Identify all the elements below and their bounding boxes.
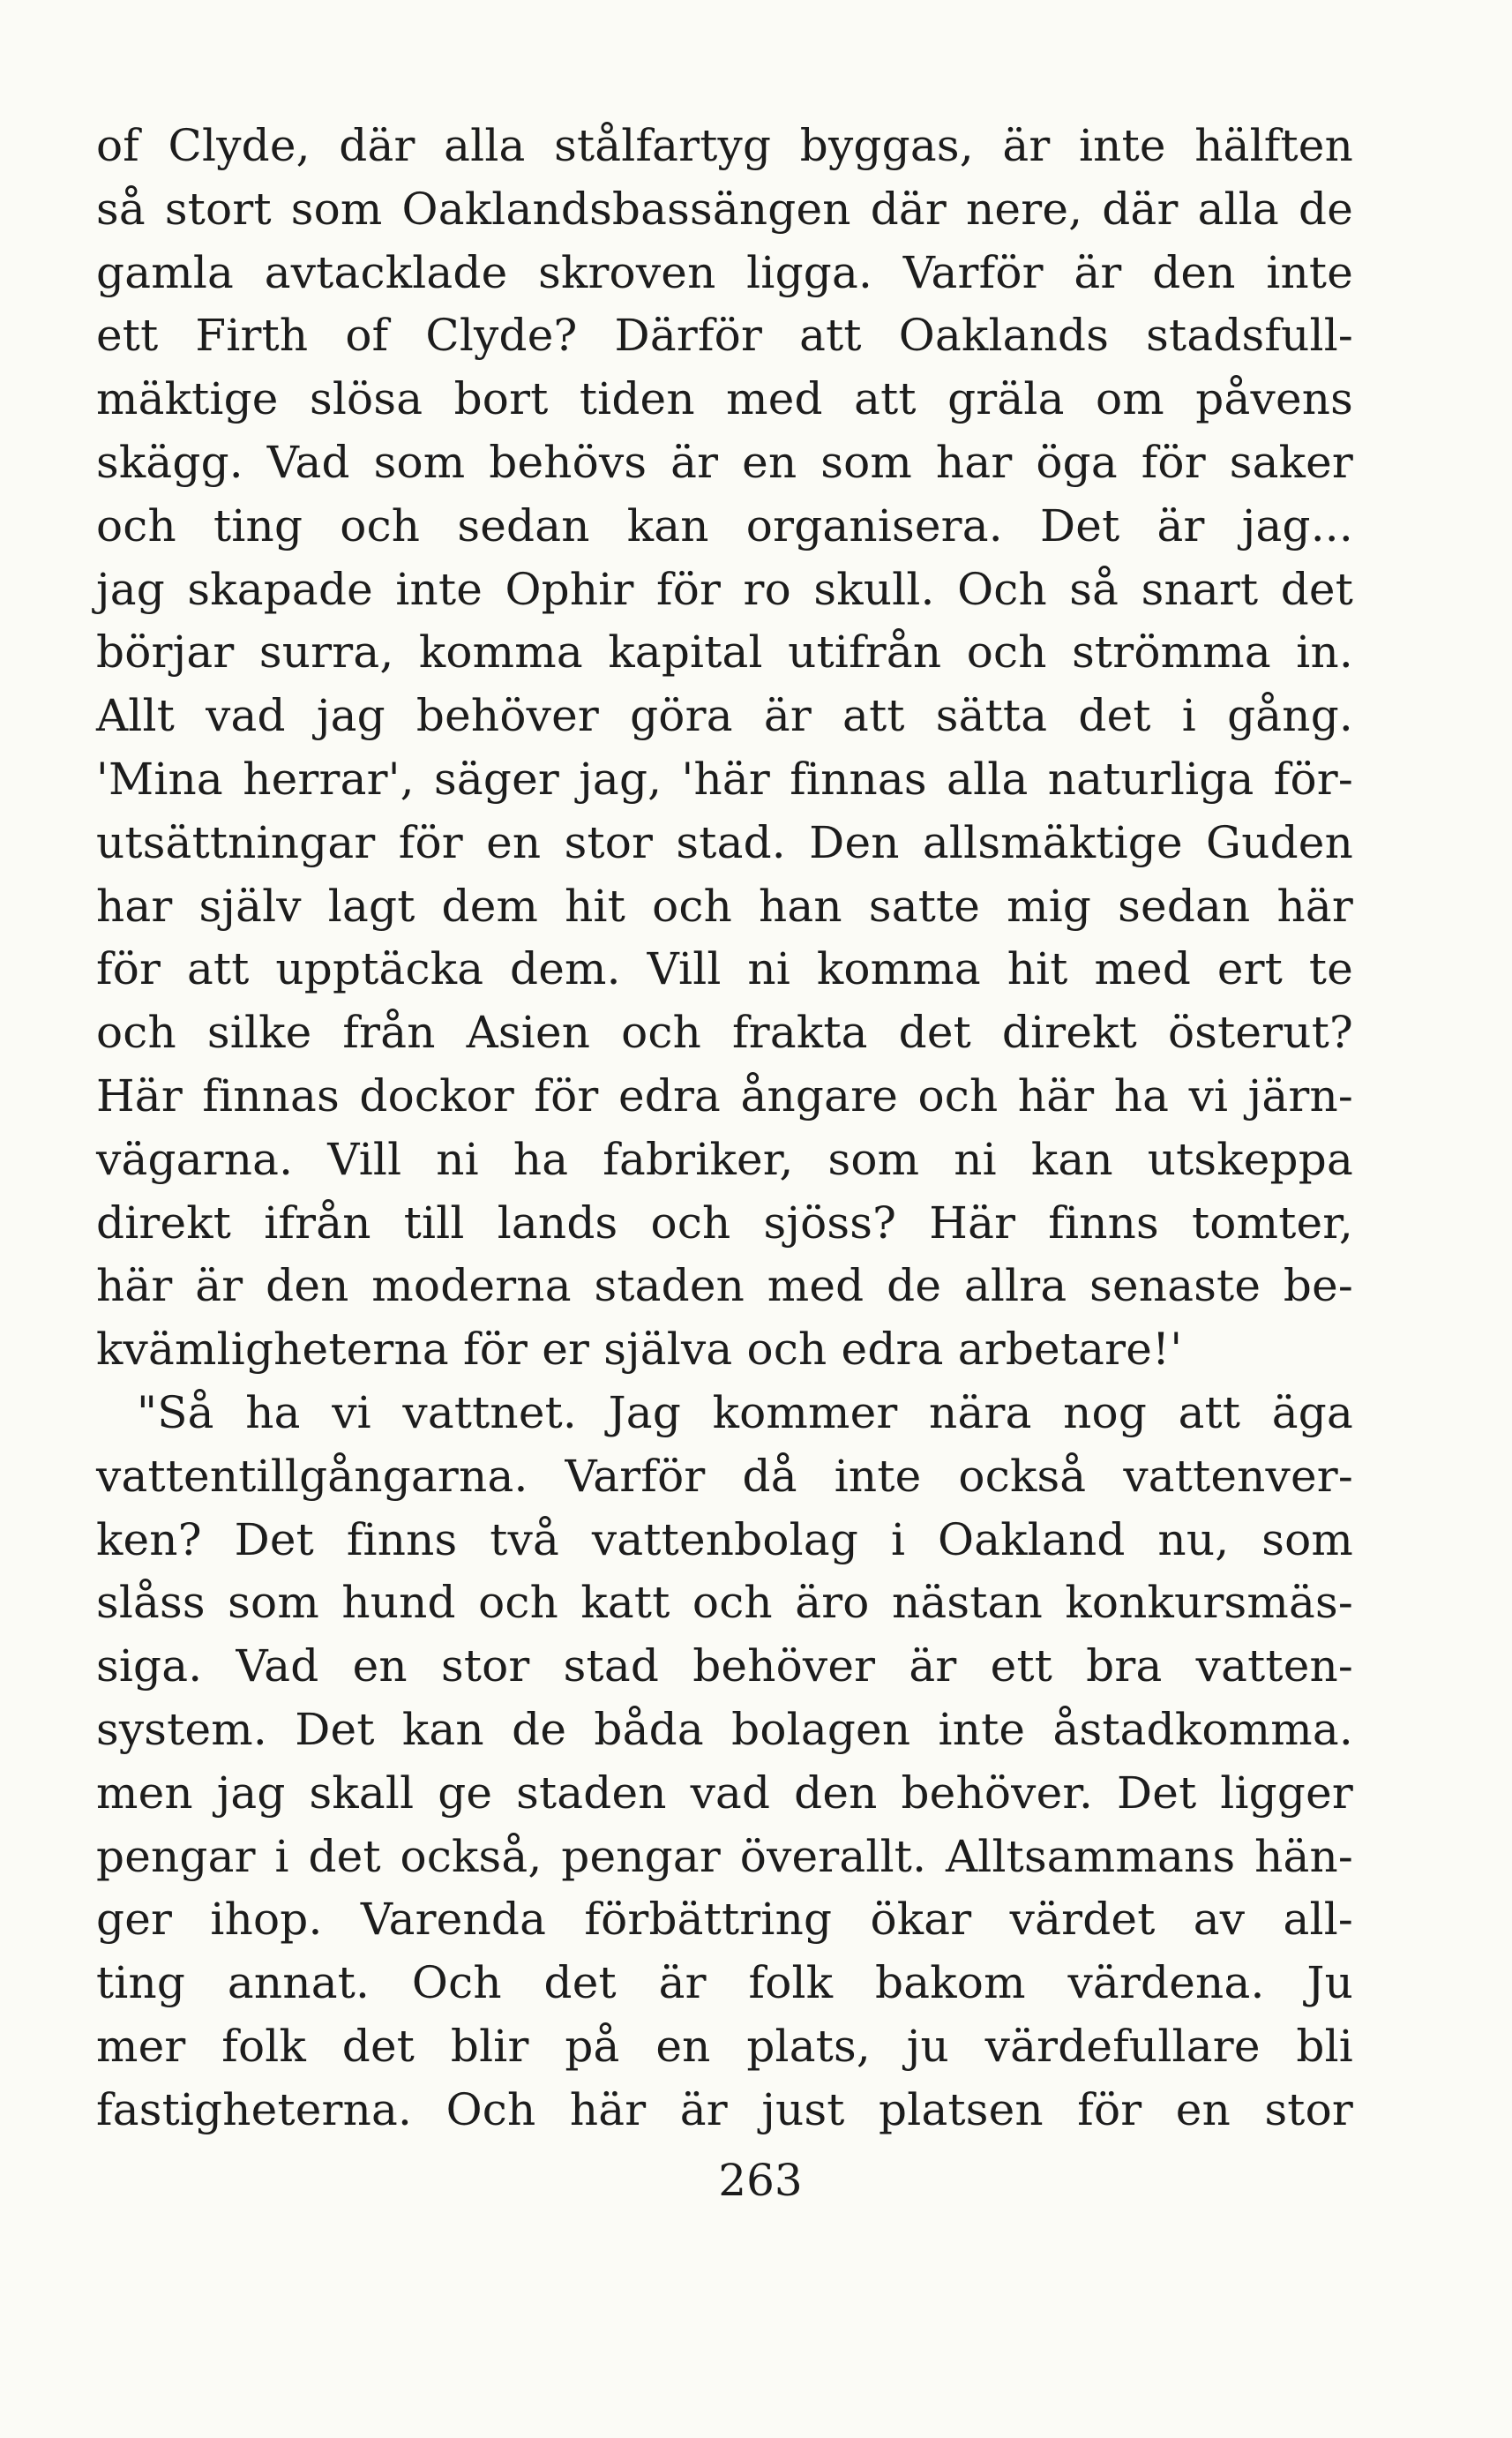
text-line: och silke från Asien och frakta det direkt österut? bbox=[96, 1007, 1353, 1059]
text-line: utsättningar för en stor stad. Den allsmäktige Guden bbox=[96, 816, 1353, 868]
body-text bbox=[96, 115, 1353, 2142]
text-line: 'Mina herrar', säger jag, 'här finnas alla naturliga för- bbox=[96, 753, 1353, 805]
text-line: skägg. Vad som behövs är en som har öga för saker bbox=[96, 436, 1353, 488]
text-line: för att upptäcka dem. Vill ni komma hit med ert te bbox=[96, 943, 1353, 995]
text-line: of Clyde, där alla stålfartyg byggas, är inte hälften bbox=[96, 120, 1353, 171]
text-line: har själv lagt dem hit och han satte mig sedan här bbox=[96, 880, 1353, 932]
text-line: här är den moderna staden med de allra senaste be- bbox=[96, 1260, 1353, 1312]
text-line: börjar surra, komma kapital utifrån och strömma in. bbox=[96, 626, 1353, 679]
text-line: Allt vad jag behöver göra är att sätta det i gång. bbox=[96, 690, 1353, 742]
text-line: ken? Det finns två vattenbolag i Oakland nu, som bbox=[96, 1513, 1353, 1565]
text-line: Här finnas dockor för edra ångare och här ha vi järn- bbox=[96, 1069, 1353, 1121]
text-line: mer folk det blir på en plats, ju värdefullare bli bbox=[96, 2020, 1353, 2072]
paragraph-end-line: kvämligheterna för er själva och edra arbetare!' bbox=[96, 1324, 1183, 1376]
paragraph-start-line: "Så ha vi vattnet. Jag kommer nära nog att äga bbox=[137, 1386, 1353, 1438]
text-line: ting annat. Och det är folk bakom värdena. Ju bbox=[96, 1957, 1353, 2009]
text-line: gamla avtacklade skroven ligga. Varför är den inte bbox=[96, 246, 1353, 298]
text-line: fastigheterna. Och här är just platsen för en stor bbox=[96, 2083, 1353, 2135]
text-line: system. Det kan de båda bolagen inte åstadkomma. bbox=[96, 1703, 1353, 1755]
text-line: så stort som Oaklandsbassängen där nere, där alla de bbox=[96, 183, 1353, 235]
text-line: men jag skall ge staden vad den behöver. Det ligger bbox=[96, 1767, 1353, 1819]
text-line: jag skapade inte Ophir för ro skull. Och så snart det bbox=[96, 563, 1353, 615]
text-line: ger ihop. Varenda förbättring ökar värdet av all- bbox=[96, 1894, 1353, 1946]
text-line: slåss som hund och katt och äro nästan konkursmäs- bbox=[96, 1577, 1353, 1629]
text-line: och ting och sedan kan organisera. Det är jag... bbox=[96, 499, 1353, 551]
page-number: 263 bbox=[718, 2155, 803, 2206]
text-line: vattentillgångarna. Varför då inte också vattenver- bbox=[96, 1450, 1353, 1502]
text-line: direkt ifrån till lands och sjöss? Här finns tomter, bbox=[96, 1196, 1353, 1249]
text-line: siga. Vad en stor stad behöver är ett bra vatten- bbox=[96, 1640, 1353, 1692]
text-line: pengar i det också, pengar överallt. Alltsammans hän- bbox=[96, 1830, 1353, 1882]
text-line: ett Firth of Clyde? Därför att Oaklands stadsfull- bbox=[96, 310, 1353, 362]
text-line: mäktige slösa bort tiden med att gräla om påvens bbox=[96, 373, 1353, 425]
text-line: vägarna. Vill ni ha fabriker, som ni kan utskeppa bbox=[96, 1133, 1353, 1185]
